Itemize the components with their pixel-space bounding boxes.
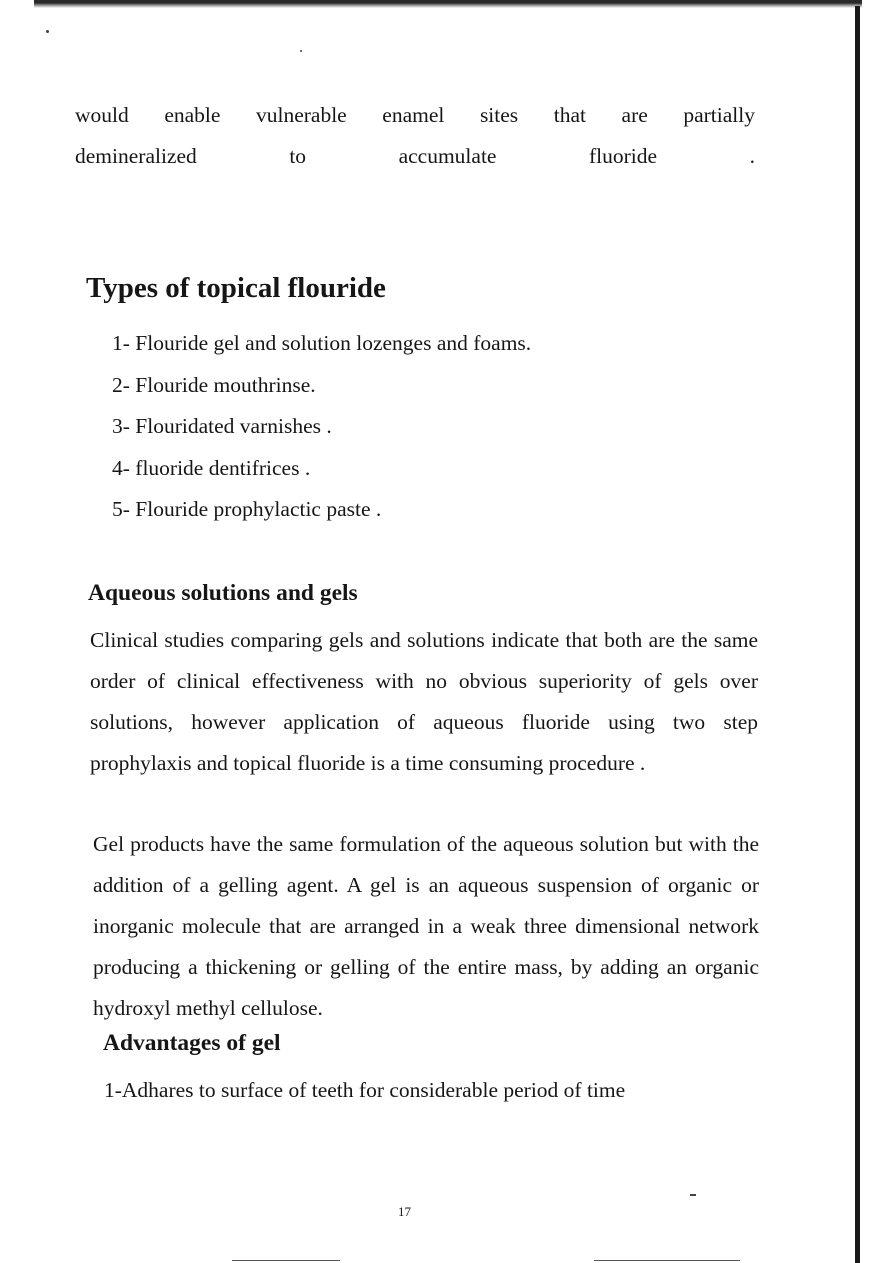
advantages-item-1: 1-Adhares to surface of teeth for considerable period of time	[104, 1078, 626, 1102]
scan-footer-line	[594, 1260, 740, 1261]
list-item: 2- Flouride mouthrinse.	[112, 372, 316, 397]
intro-word: that	[553, 103, 586, 127]
page-number: 17	[398, 1204, 411, 1219]
aqueous-heading: Aqueous solutions and gels	[88, 580, 358, 606]
scan-speck	[46, 30, 49, 33]
aqueous-paragraph-1: Clinical studies comparing gels and solutions indicate that both are the same order of clinical effectiveness with no obvious superiority of gels over solutions, however application of aqueous fluoride using two step prophylaxis and topical fluoride is a time consuming procedure .	[90, 628, 758, 775]
advantages-heading: Advantages of gel	[103, 1030, 281, 1056]
scan-edge-right	[855, 6, 860, 1263]
aqueous-paragraph-2: Gel products have the same formulation of the aqueous solution but with the addition of a gelling agent. A gel is an aqueous suspension of organic or inorganic molecule that are arranged in a weak three dimensional network producing a thickening or gelling of the entire mass, by adding an organic hydroxyl methyl cellulose.	[93, 832, 759, 1020]
types-list	[112, 323, 531, 531]
scan-footer-line	[232, 1260, 340, 1261]
scan-edge-top	[34, 0, 862, 8]
types-heading: Types of topical flouride	[86, 272, 386, 304]
intro-line-1	[75, 95, 755, 136]
intro-word: sites	[479, 103, 519, 127]
intro-word: are	[621, 103, 648, 127]
list-item: 4- fluoride dentifrices .	[112, 455, 311, 480]
list-item: 5- Flouride prophylactic paste .	[112, 497, 382, 521]
intro-word: vulnerable	[255, 103, 347, 127]
scan-speck	[690, 1194, 696, 1196]
intro-word: partially	[683, 103, 755, 127]
scan-speck	[300, 50, 302, 52]
intro-paragraph	[75, 95, 755, 177]
intro-word: would	[75, 103, 129, 127]
intro-word: enable	[164, 103, 221, 127]
list-item: 1- Flouride gel and solution lozenges and foams.	[112, 331, 532, 355]
list-item: 3- Flouridated varnishes .	[112, 414, 332, 438]
intro-word: enamel	[382, 103, 445, 127]
intro-line-2: demineralized to accumulate fluoride .	[75, 144, 755, 168]
